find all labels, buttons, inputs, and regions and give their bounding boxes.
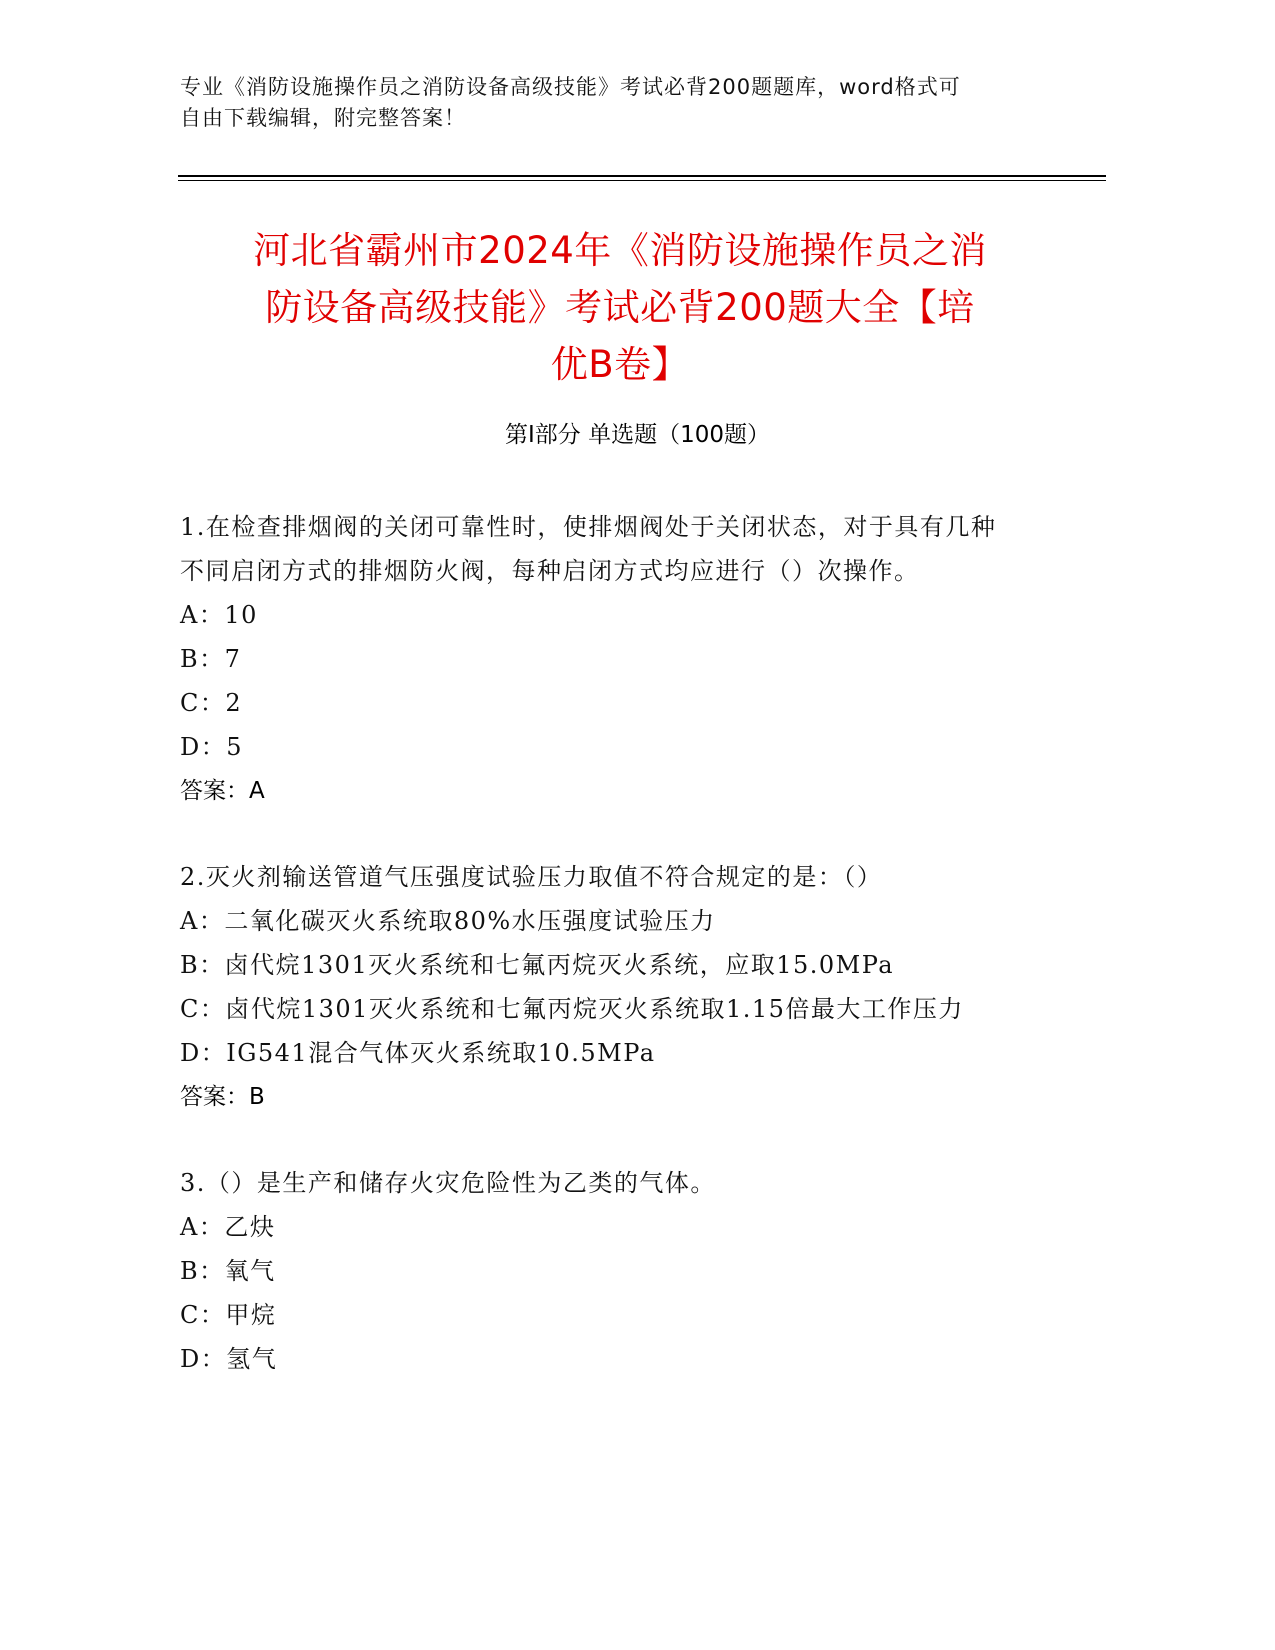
document-title-line-1: 河北省霸州市2024年《消防设施操作员之消 [253, 229, 987, 272]
header-note-line-1: 专业《消防设施操作员之消防设备高级技能》考试必背200题题库，word格式可 [180, 75, 961, 99]
question-2 [180, 855, 1030, 1119]
option-d: D：氢气 [180, 1345, 278, 1373]
option-c: C：甲烷 [180, 1301, 277, 1329]
option-d: D：5 [180, 733, 244, 761]
question-stem: 1.在检查排烟阀的关闭可靠性时，使排烟阀处于关闭状态，对于具有几种不同启闭方式的排烟防火阀，每种启闭方式均应进行（）次操作。 [180, 513, 997, 585]
header-note-line-2: 自由下载编辑，附完整答案！ [180, 106, 466, 130]
option-a: A：二氧化碳灭火系统取80%水压强度试验压力 [180, 907, 716, 935]
option-a: A：10 [180, 601, 258, 629]
question-3 [180, 1161, 1030, 1381]
question-stem: 2.灭火剂输送管道气压强度试验压力取值不符合规定的是：（） [180, 863, 883, 891]
option-a: A：乙炔 [180, 1213, 276, 1241]
option-b: B：氧气 [180, 1257, 276, 1285]
answer-label: 答案：B [180, 1084, 265, 1110]
section-heading: 第Ⅰ部分 单选题（100题） [505, 422, 770, 448]
option-b: B：7 [180, 645, 242, 673]
option-b: B：卤代烷1301灭火系统和七氟丙烷灭火系统，应取15.0MPa [180, 951, 895, 979]
option-d: D：IG541混合气体灭火系统取10.5MPa [180, 1039, 656, 1067]
document-title-line-3: 优B卷】 [550, 343, 690, 386]
header-divider-thick [178, 175, 1106, 177]
option-c: C：2 [180, 689, 243, 717]
header-note [180, 72, 1040, 134]
document-title-line-2: 防设备高级技能》考试必背200题大全【培 [265, 286, 975, 329]
header-divider-thin [178, 180, 1106, 181]
option-c: C：卤代烷1301灭火系统和七氟丙烷灭火系统取1.15倍最大工作压力 [180, 995, 964, 1023]
answer-label: 答案：A [180, 778, 265, 804]
question-list [180, 505, 1030, 1423]
question-stem: 3.（）是生产和储存火灾危险性为乙类的气体。 [180, 1169, 716, 1197]
question-1 [180, 505, 1030, 813]
document-title [170, 222, 1070, 393]
